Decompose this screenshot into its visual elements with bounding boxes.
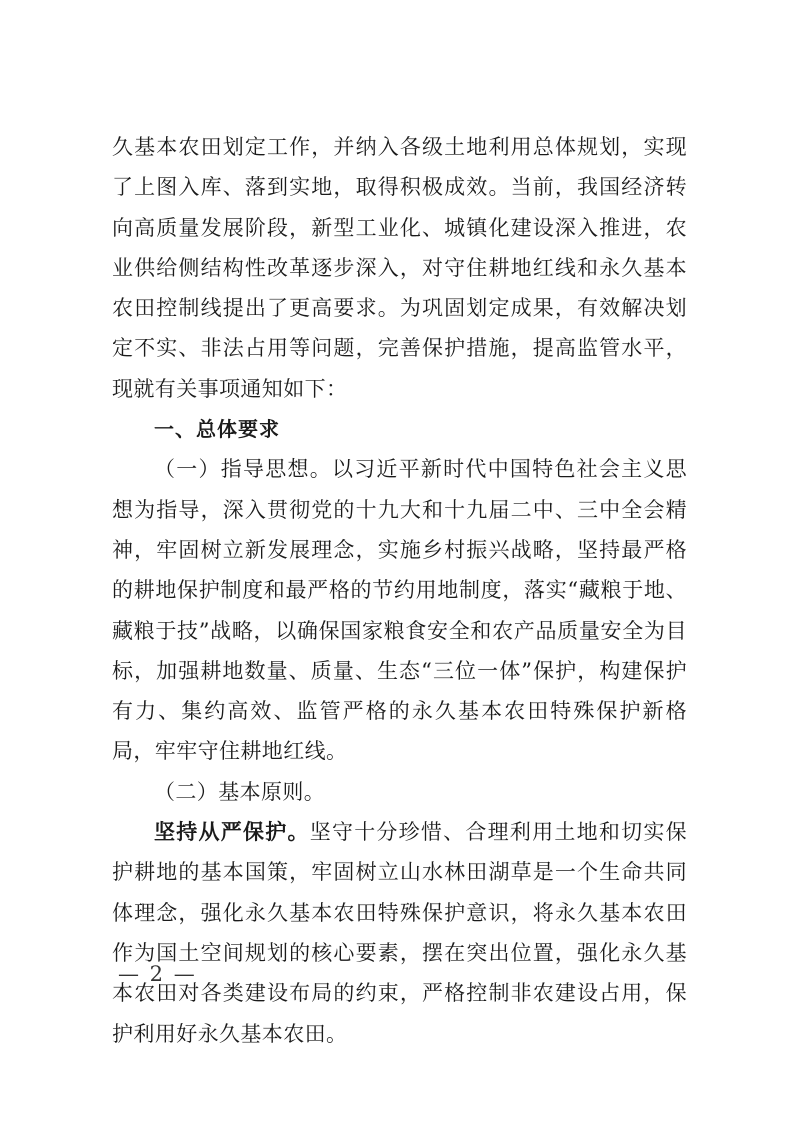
paragraph-intro-continued: 久基本农田划定工作，并纳入各级土地利用总体规划，实现了上图入库、落到实地，取得积极成效。当前，我国经济转向高质量发展阶段，新型工业化、城镇化建设深入推进，农业供给侧结构性改革逐步深入，对守住耕地红线和永久基本农田控制线提出了更高要求。为巩固划定成果，有效解决划定不实、非法占用等问题，完善保护措施，提高监管水平，现就有关事项通知如下： (112, 135, 687, 401)
document-body (112, 127, 687, 1054)
paragraph-guiding-ideology: （一）指导思想。以习近平新时代中国特色社会主义思想为指导，深入贯彻党的十九大和十九届二中、三中全会精神，牢固树立新发展理念，实施乡村振兴战略，坚持最严格的耕地保护制度和最严格的节约用地制度，落实“藏粮于地、藏粮于技”战略，以确保国家粮食安全和农产品质量安全为目标，加强耕地数量、质量、生态“三位一体”保护，构建保护有力、集约高效、监管严格的永久基本农田特殊保护新格局，牢牢守住耕地红线。 (112, 457, 687, 764)
paragraph-lead-strict-protection: 坚持从严保护。 (154, 820, 310, 845)
paragraph-basic-principles: （二）基本原则。 (154, 779, 326, 804)
paragraph-strict-protection (112, 812, 687, 1054)
page-number: — 2 — (118, 962, 197, 986)
section-heading-general-requirements: 一、总体要求 (154, 417, 280, 442)
paragraph-body-strict-protection: 坚守十分珍惜、合理利用土地和切实保护耕地的基本国策，牢固树立山水林田湖草是一个生命共同体理念，强化永久基本农田特殊保护意识，将永久基本农田作为国土空间规划的核心要素，摆在突出位置，强化永久基本农田对各类建设布局的约束，严格控制非农建设占用，保护利用好永久基本农田。 (112, 820, 687, 1046)
